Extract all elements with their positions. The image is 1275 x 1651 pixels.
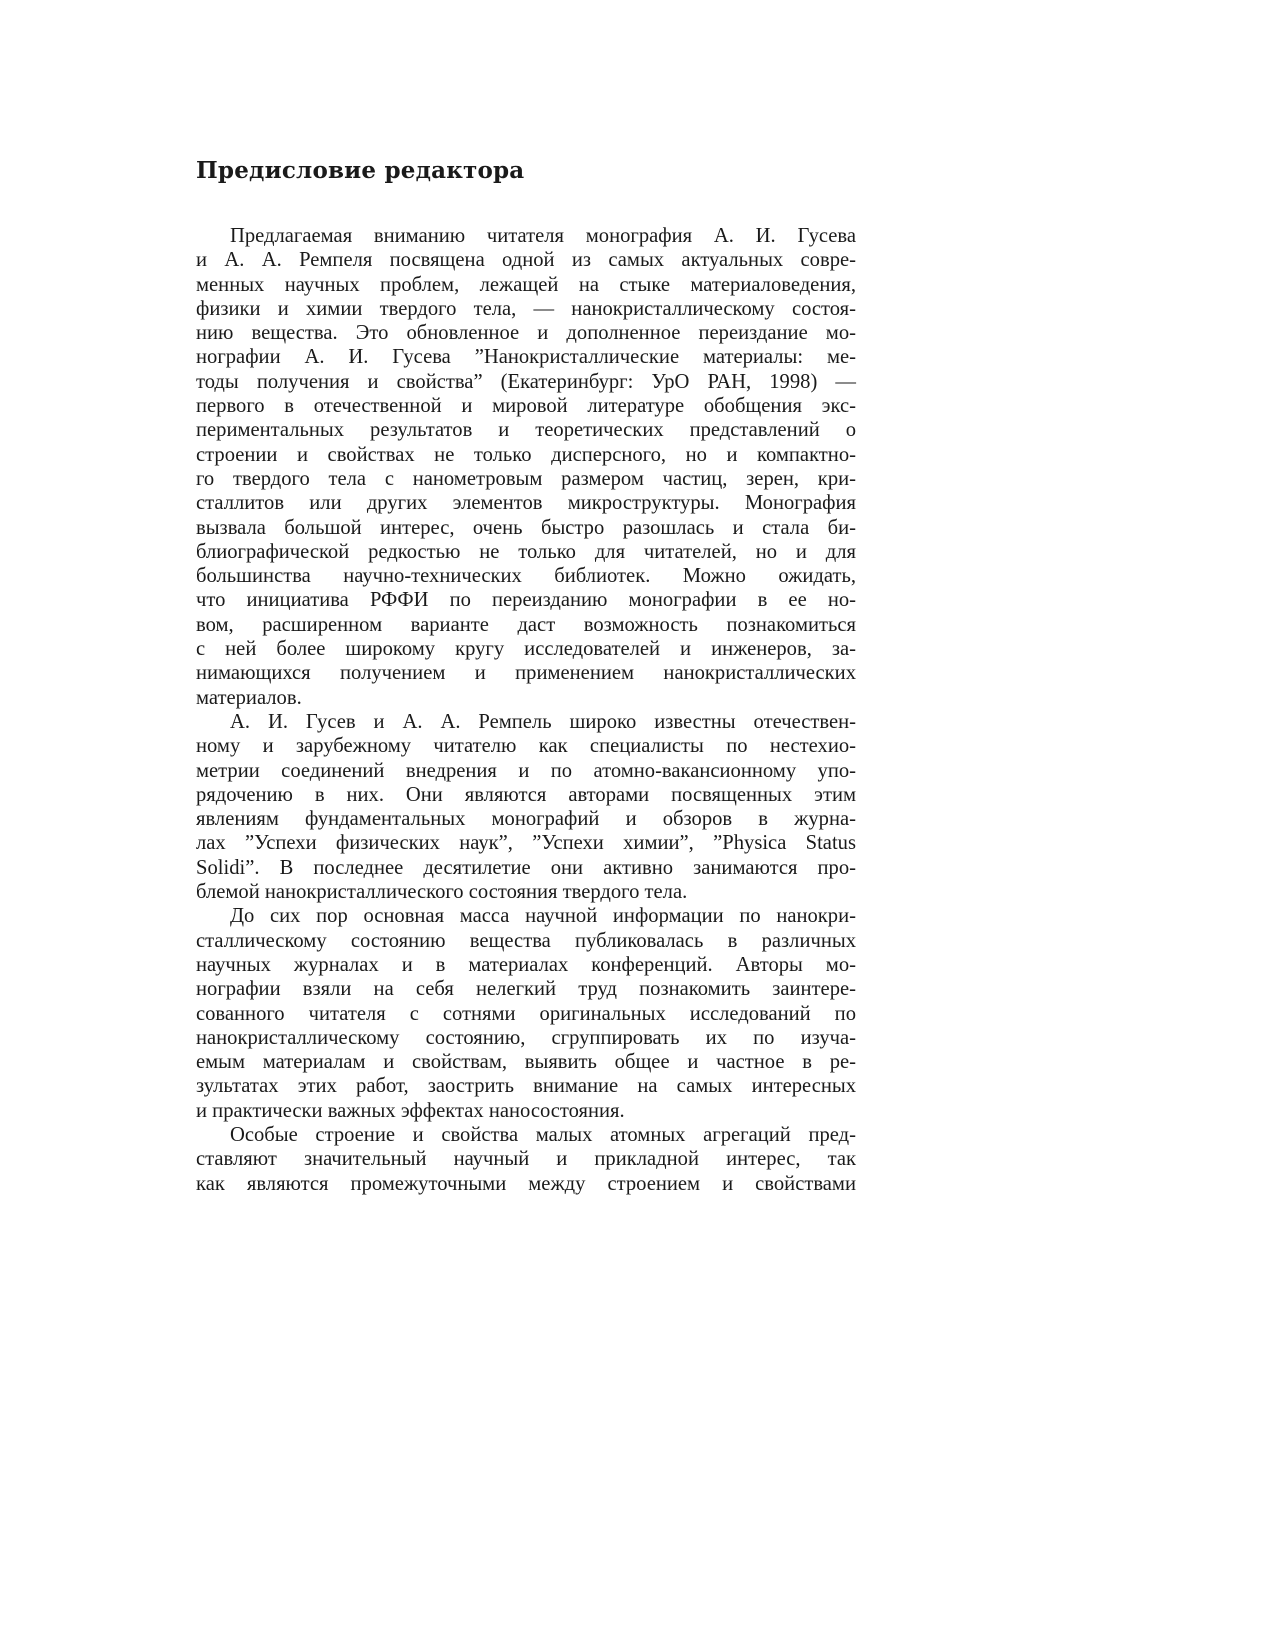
text-line: и практически важных эффектах наносостояния. [196, 1099, 625, 1122]
text-line: Предлагаемая вниманию читателя монография А. И. Гусева [230, 225, 856, 247]
text-line: Особые строение и свойства малых атомных агрегаций пред- [230, 1123, 856, 1146]
text-line: зультатах этих работ, заострить внимание на самых интересных [196, 1075, 856, 1098]
text-line: Solidi”. В последнее десятилетие они активно занимаются про- [196, 856, 856, 879]
paragraph [196, 904, 856, 1123]
text-line: менных научных проблем, лежащей на стыке материаловедения, [196, 273, 856, 296]
text-line: что инициатива РФФИ по переизданию монографии в ее но- [196, 589, 856, 612]
text-line: с ней более широкому кругу исследователей и инженеров, за- [196, 638, 856, 661]
text-line: тоды получения и свойства” (Екатеринбург: УрО РАН, 1998) — [196, 370, 856, 393]
text-line: сталлическому состоянию вещества публиковалась в различных [196, 929, 856, 952]
text-line: явлениям фундаментальных монографий и обзоров в журна- [196, 808, 856, 831]
text-line: До сих пор основная масса научной информации по нанокри- [230, 905, 856, 928]
text-line: ному и зарубежному читателю как специалисты по нестехио- [196, 735, 856, 758]
text-line: го твердого тела с нанометровым размером частиц, зерен, кри- [196, 467, 856, 490]
paragraph [196, 224, 856, 710]
text-line: блиографической редкостью не только для читателей, но и для [196, 540, 856, 563]
text-line: нимающихся получением и применением нанокристаллических [196, 662, 856, 685]
body-text [196, 224, 856, 1196]
text-line: рядочению в них. Они являются авторами посвященных этим [196, 783, 856, 806]
text-line: физики и химии твердого тела, — нанокристаллическому состоя- [196, 297, 856, 320]
text-line: нанокристаллическому состоянию, сгруппировать их по изуча- [196, 1026, 856, 1049]
text-line: А. И. Гусев и А. А. Ремпель широко известны отечествен- [230, 710, 856, 733]
text-line: сталлитов или других элементов микроструктуры. Монография [196, 492, 856, 515]
text-line: первого в отечественной и мировой литературе обобщения экс- [196, 395, 856, 418]
text-line: емым материалам и свойствам, выявить общее и частное в ре- [196, 1051, 856, 1074]
text-line: строении и свойствах не только дисперсного, но и компактно- [196, 443, 856, 466]
text-line: нографии взяли на себя нелегкий труд познакомить заинтере- [196, 978, 856, 1001]
text-line: периментальных результатов и теоретических представлений о [196, 419, 856, 442]
text-line: сованного читателя с сотнями оригинальных исследований по [196, 1002, 856, 1025]
text-line: лах ”Успехи физических наук”, ”Успехи химии”, ”Physica Status [196, 832, 856, 855]
text-line: метрии соединений внедрения и по атомно-вакансионному упо- [196, 759, 856, 782]
text-line: нию вещества. Это обновленное и дополненное переиздание мо- [196, 322, 856, 345]
text-line: ставляют значительный научный и прикладной интерес, так [196, 1148, 856, 1171]
paragraph [196, 1123, 856, 1196]
text-line: блемой нанокристаллического состояния твердого тела. [196, 881, 688, 904]
text-line: научных журналах и в материалах конференций. Авторы мо- [196, 953, 856, 976]
text-line: и А. А. Ремпеля посвящена одной из самых актуальных совре- [196, 249, 856, 272]
text-line: вызвала большой интерес, очень быстро разошлась и стала би- [196, 516, 856, 539]
text-line: как являются промежуточными между строением и свойствами [196, 1172, 856, 1195]
text-line: нографии А. И. Гусева ”Нанокристаллические материалы: ме- [196, 346, 856, 369]
text-line: большинства научно-технических библиотек. Можно ожидать, [196, 565, 856, 588]
text-line: материалов. [196, 686, 302, 709]
paragraph [196, 710, 856, 904]
page-title: Предисловие редактора [196, 157, 525, 184]
text-line: вом, расширенном варианте даст возможность познакомиться [196, 613, 856, 636]
